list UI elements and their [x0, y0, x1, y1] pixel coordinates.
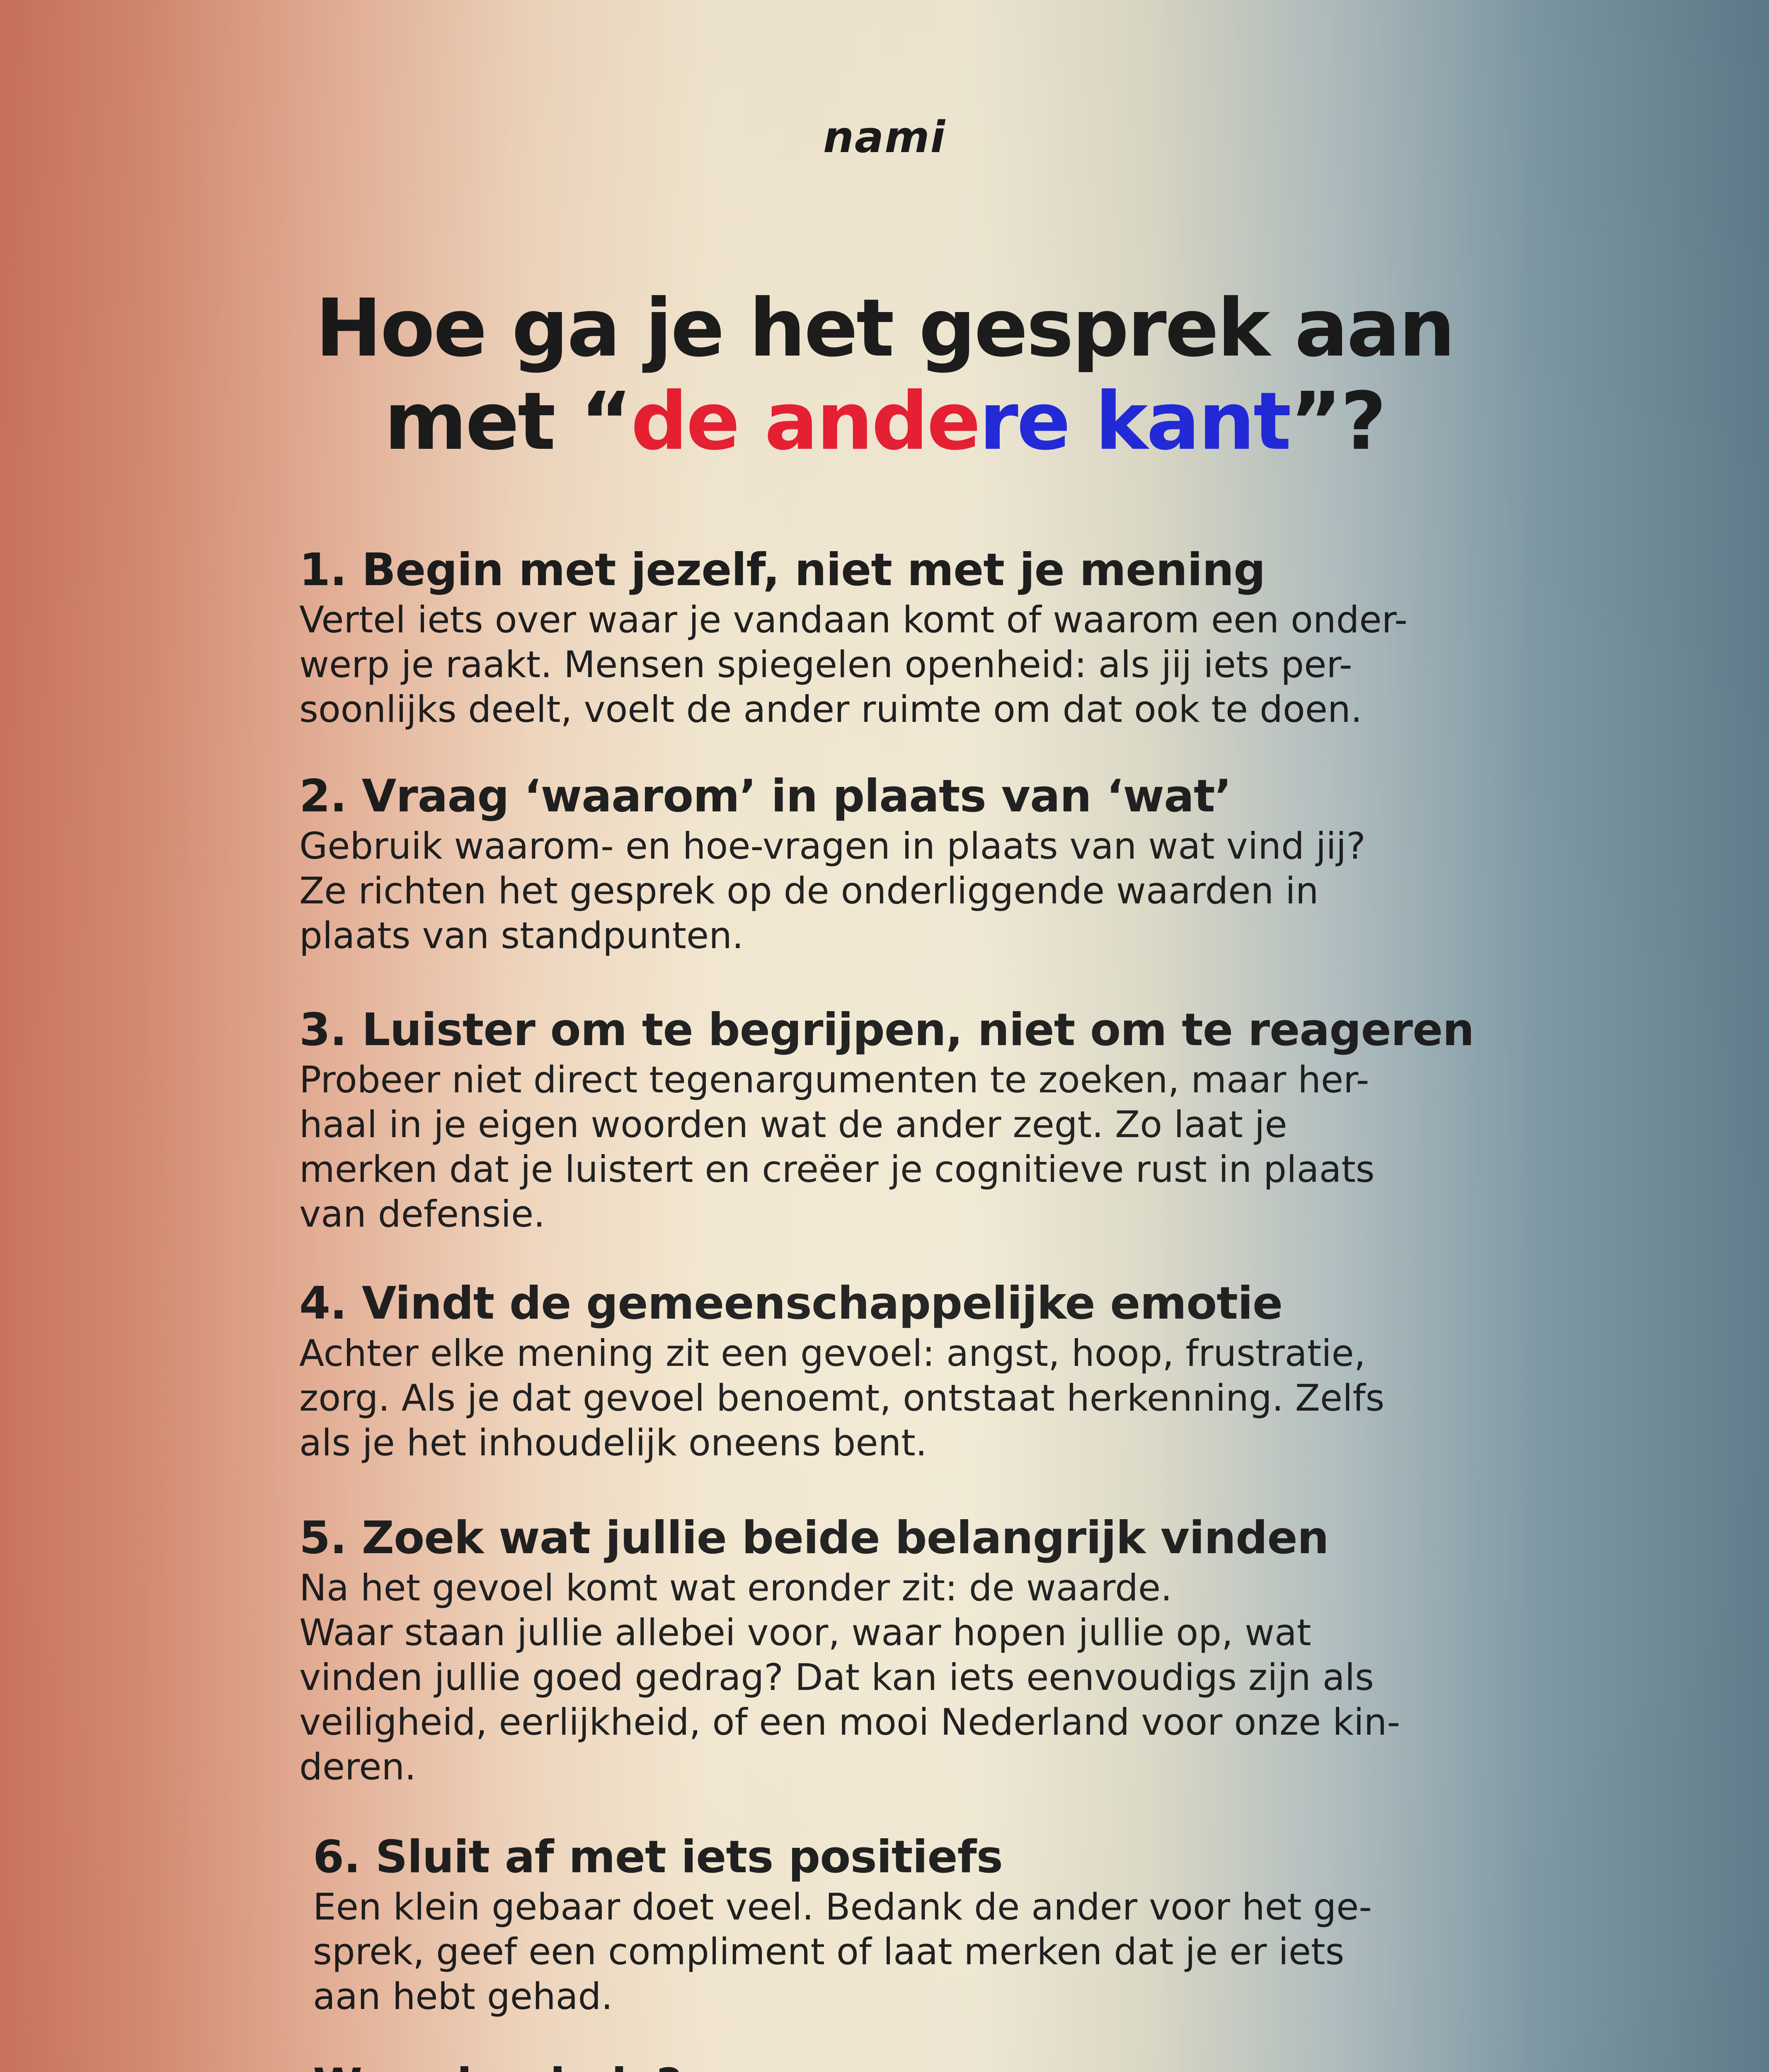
section-heading: 4. Vindt de gemeenschappelijke emotie [299, 1276, 1543, 1331]
section-text-line: zorg. Als je dat gevoel benoemt, ontstaat herkenning. Zelfs [299, 1376, 1543, 1421]
section-text-line: sprek, geef een compliment of laat merken dat je er iets [313, 1929, 1556, 1974]
section-text-line: Achter elke mening zit een gevoel: angst, hoop, frustratie, [299, 1331, 1543, 1376]
section-heading: 6. Sluit af met iets positiefs [313, 1830, 1556, 1885]
section-heading: 1. Begin met jezelf, niet met je mening [299, 543, 1543, 598]
section-text-line: Ze richten het gesprek op de onderliggende waarden in [299, 869, 1543, 913]
section-text-line: Vertel iets over waar je vandaan komt of waarom een onder- [299, 598, 1543, 642]
section-text-line: Probeer niet direct tegenargumenten te zoeken, maar her- [299, 1058, 1543, 1102]
section-heading: 5. Zoek wat jullie beide belangrijk vinden [299, 1511, 1543, 1566]
section-text-line: Na het gevoel komt wat eronder zit: de waarde. [299, 1566, 1543, 1610]
title-prefix: met “ [384, 375, 631, 468]
title-suffix: ”? [1290, 375, 1385, 468]
brand-logo: nami [0, 112, 1769, 162]
section-text-line: deren. [299, 1745, 1543, 1789]
section-text-line: Gebruik waarom- en hoe-vragen in plaats van wat vind jij? [299, 824, 1543, 869]
section-text-line: werp je raakt. Mensen spiegelen openheid: als jij iets per- [299, 642, 1543, 687]
title-highlight-red: de ande [631, 375, 979, 468]
section-text-line: aan hebt gehad. [313, 1974, 1556, 2019]
section-text-line: van defensie. [299, 1192, 1543, 1237]
section-text-line: Een klein gebaar doet veel. Bedank de ander voor het ge- [313, 1885, 1556, 1929]
title-highlight-blue: re kant [979, 375, 1289, 468]
section-text-line: plaats van standpunten. [299, 913, 1543, 958]
section-heading: 2. Vraag ‘waarom’ in plaats van ‘wat’ [299, 769, 1543, 824]
section-text-line: veiligheid, eerlijkheid, of een mooi Nederland voor onze kin- [299, 1700, 1543, 1745]
section-text-line: als je het inhoudelijk oneens bent. [299, 1421, 1543, 1465]
section-text-line: merken dat je luistert en creëer je cognitieve rust in plaats [299, 1147, 1543, 1192]
section-text-line: vinden jullie goed gedrag? Dat kan iets eenvoudigs zijn als [299, 1655, 1543, 1700]
section-text-line: soonlijks deelt, voelt de ander ruimte om dat ook te doen. [299, 687, 1543, 732]
section-text-line: haal in je eigen woorden wat de ander zegt. Zo laat je [299, 1102, 1543, 1147]
section-heading: 3. Luister om te begrijpen, niet om te reageren [299, 1003, 1543, 1058]
title-line-1: Hoe ga je het gesprek aan [0, 282, 1769, 375]
section-text-line: Waar staan jullie allebei voor, waar hopen jullie op, wat [299, 1610, 1543, 1655]
